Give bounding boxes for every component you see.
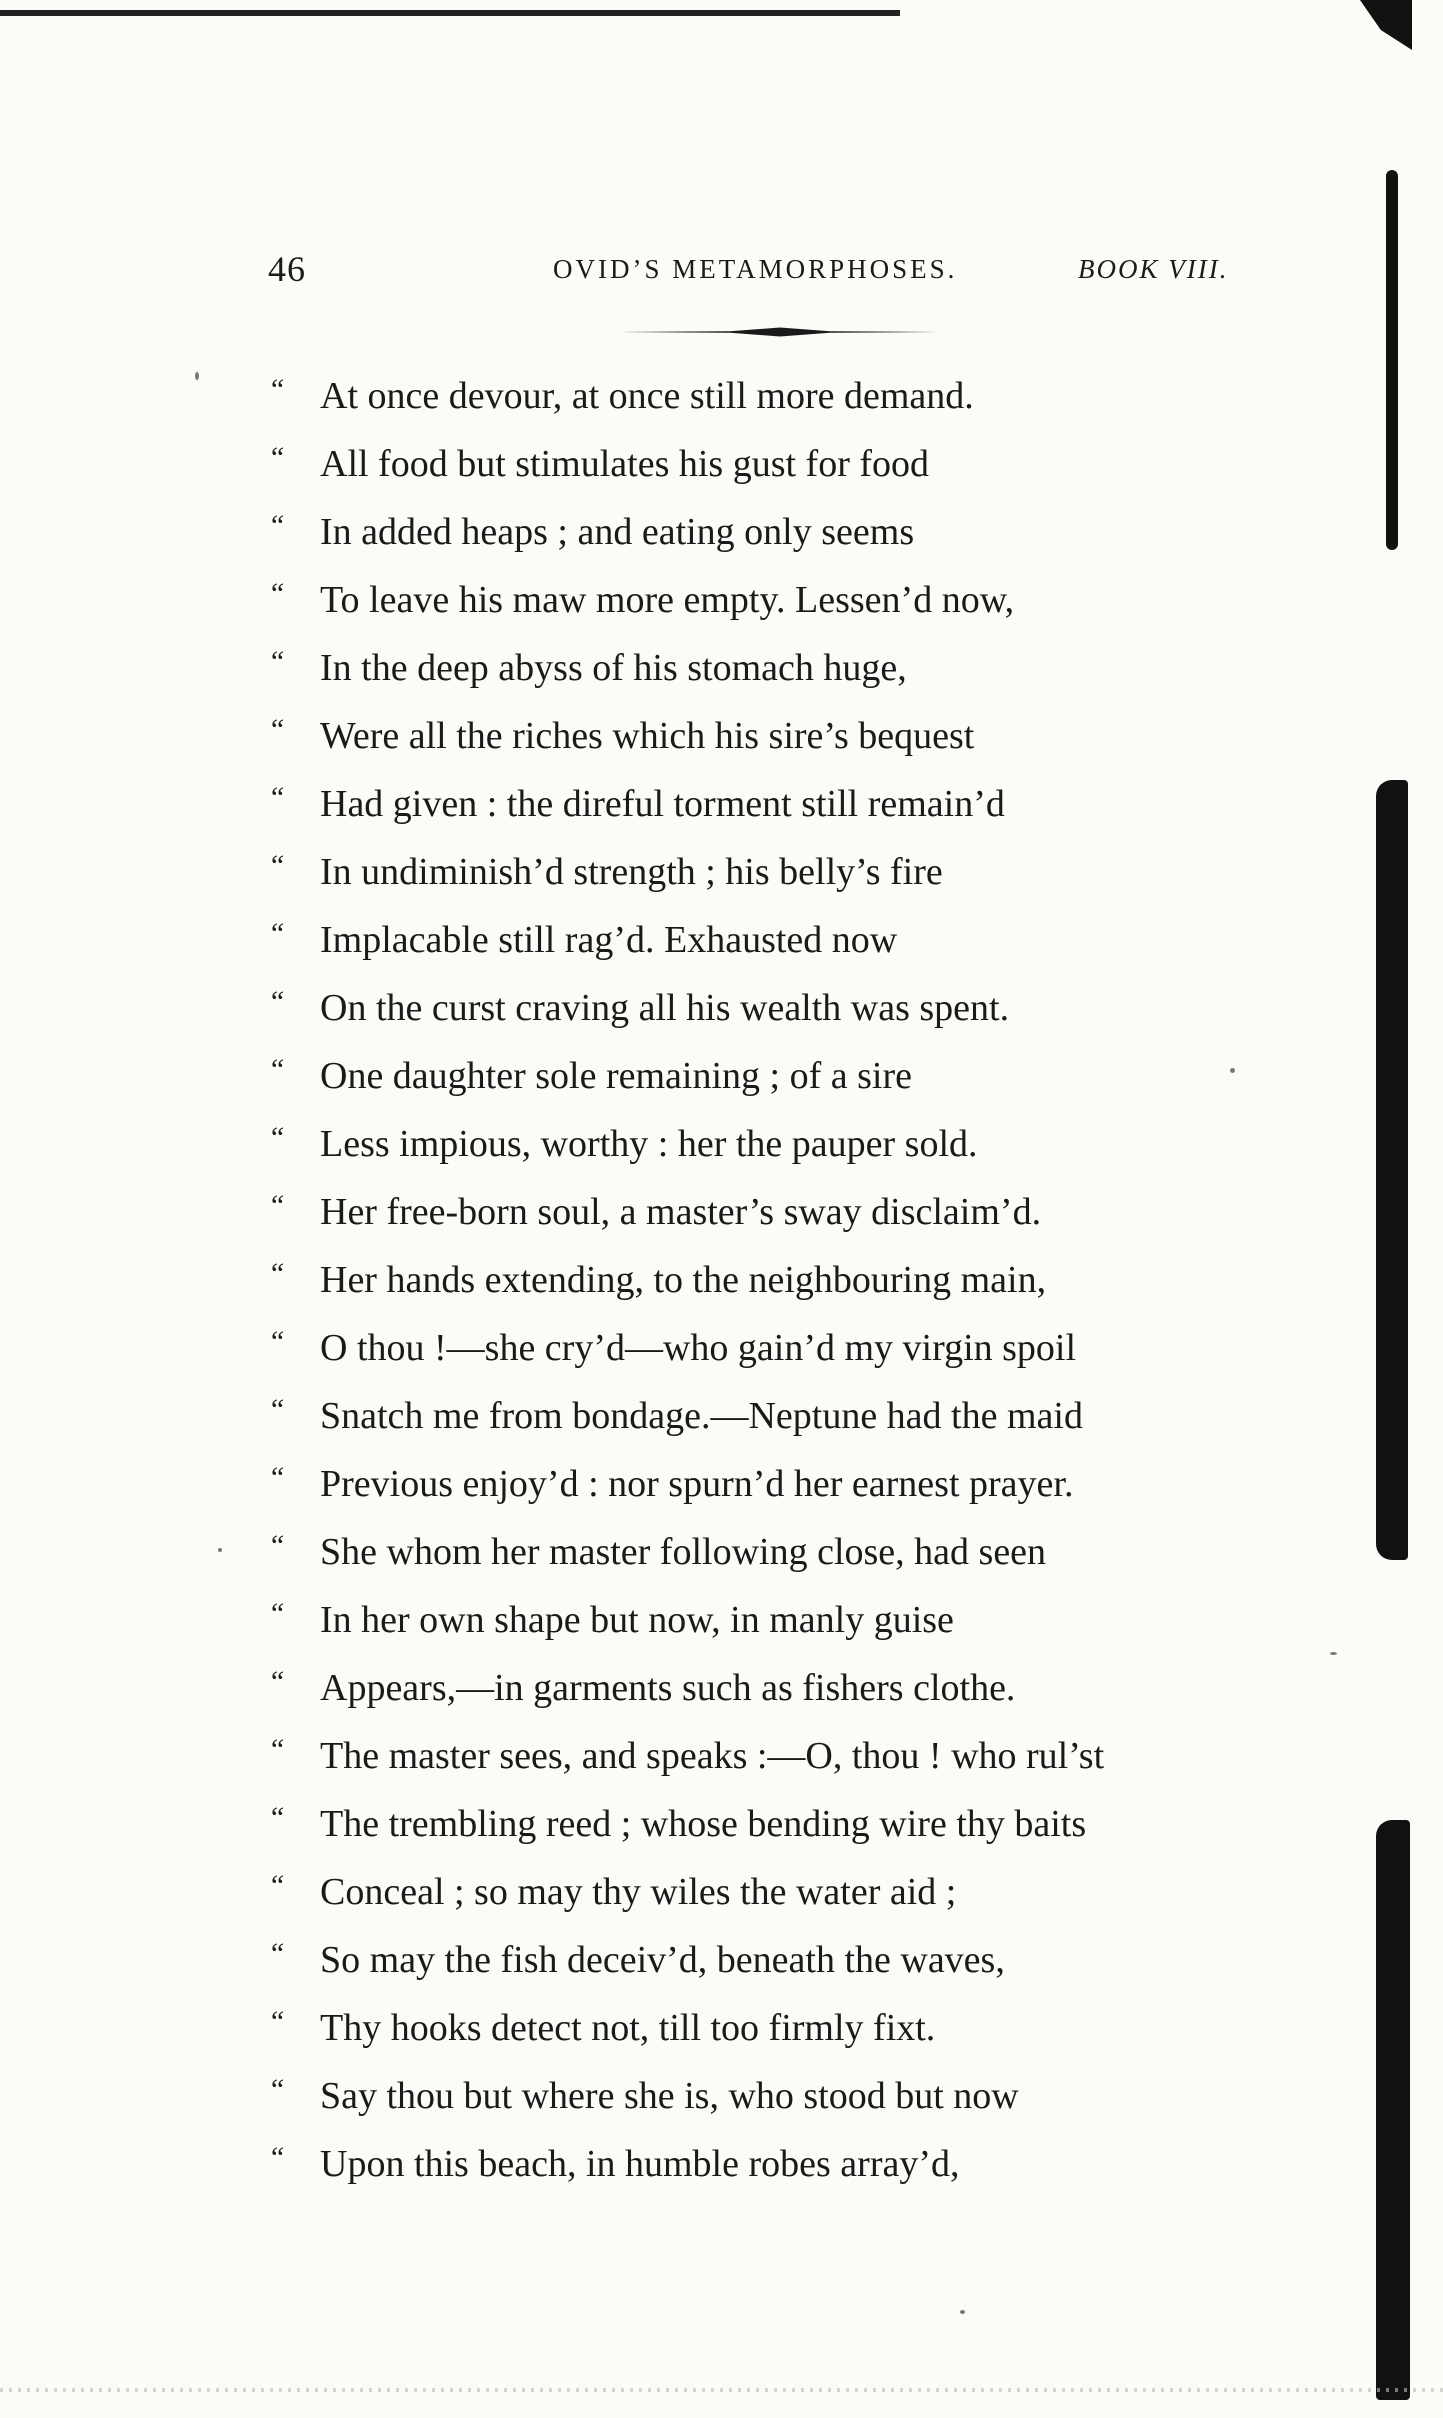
opening-quote-mark: “	[268, 1801, 285, 1834]
scan-edge-mark	[1376, 1820, 1410, 2400]
opening-quote-mark: “	[268, 373, 285, 406]
verse-line-text: Appears,—in garments such as fishers clothe.	[320, 1667, 1016, 1709]
verse-line-text: Had given : the direful torment still remain’d	[320, 783, 1005, 825]
opening-quote-mark: “	[268, 441, 285, 474]
opening-quote-mark: “	[268, 1053, 285, 1086]
verse-line-text: All food but stimulates his gust for food	[320, 443, 930, 485]
verse-line	[268, 430, 1318, 498]
scan-speck	[1330, 1652, 1337, 1655]
verse-line	[268, 2130, 1318, 2198]
verse-line-text: At once devour, at once still more demand.	[320, 375, 974, 417]
scan-edge-mark	[1376, 780, 1408, 1560]
verse-line	[268, 1790, 1318, 1858]
verse-block	[268, 362, 1318, 2198]
verse-line	[268, 1314, 1318, 1382]
verse-line-text: Snatch me from bondage.—Neptune had the maid	[320, 1395, 1083, 1437]
verse-line-text: O thou !—she cry’d—who gain’d my virgin spoil	[320, 1327, 1077, 1369]
verse-line	[268, 1450, 1318, 1518]
verse-line	[268, 1110, 1318, 1178]
verse-line	[268, 1586, 1318, 1654]
verse-line	[268, 1654, 1318, 1722]
opening-quote-mark: “	[268, 1393, 285, 1426]
verse-line-text: On the curst craving all his wealth was spent.	[320, 987, 1010, 1029]
verse-line-text: Her hands extending, to the neighbouring main,	[320, 1259, 1047, 1301]
verse-line-text: In undiminish’d strength ; his belly’s fire	[320, 851, 943, 893]
verse-line-text: The master sees, and speaks :—O, thou ! who rul’st	[320, 1735, 1105, 1777]
opening-quote-mark: “	[268, 1665, 285, 1698]
verse-line-text: The trembling reed ; whose bending wire thy baits	[320, 1803, 1087, 1845]
opening-quote-mark: “	[268, 781, 285, 814]
opening-quote-mark: “	[268, 577, 285, 610]
opening-quote-mark: “	[268, 1733, 285, 1766]
verse-line	[268, 1722, 1318, 1790]
ornamental-rule	[620, 327, 940, 337]
verse-line-text: Say thou but where she is, who stood but now	[320, 2075, 1019, 2117]
verse-line-text: Thy hooks detect not, till too firmly fixt.	[320, 2007, 936, 2049]
scan-edge-mark	[1360, 0, 1412, 50]
verse-line-text: Implacable still rag’d. Exhausted now	[320, 919, 898, 961]
verse-line	[268, 634, 1318, 702]
opening-quote-mark: “	[268, 2005, 285, 2038]
verse-line-text: Were all the riches which his sire’s bequest	[320, 715, 975, 757]
verse-line-text: In the deep abyss of his stomach huge,	[320, 647, 907, 689]
running-header	[268, 248, 1288, 298]
verse-line-text: She whom her master following close, had seen	[320, 1531, 1047, 1573]
opening-quote-mark: “	[268, 645, 285, 678]
opening-quote-mark: “	[268, 917, 285, 950]
opening-quote-mark: “	[268, 849, 285, 882]
opening-quote-mark: “	[268, 1257, 285, 1290]
page-number: 46	[268, 249, 306, 289]
opening-quote-mark: “	[268, 2073, 285, 2106]
opening-quote-mark: “	[268, 1189, 285, 1222]
scan-speck	[960, 2310, 965, 2314]
book-label: BOOK VIII.	[1078, 254, 1229, 284]
verse-line	[268, 1858, 1318, 1926]
opening-quote-mark: “	[268, 985, 285, 1018]
verse-line-text: So may the fish deceiv’d, beneath the waves,	[320, 1939, 1005, 1981]
scan-speck	[218, 1548, 222, 1552]
verse-line	[268, 906, 1318, 974]
verse-line	[268, 770, 1318, 838]
verse-line-text: Her free-born soul, a master’s sway disclaim’d.	[320, 1191, 1042, 1233]
verse-line-text: Conceal ; so may thy wiles the water aid ;	[320, 1871, 957, 1913]
verse-line	[268, 498, 1318, 566]
verse-line-text: In her own shape but now, in manly guise	[320, 1599, 954, 1641]
verse-line	[268, 702, 1318, 770]
verse-line	[268, 362, 1318, 430]
verse-line-text: In added heaps ; and eating only seems	[320, 511, 915, 553]
verse-line-text: Previous enjoy’d : nor spurn’d her earnest prayer.	[320, 1463, 1074, 1505]
opening-quote-mark: “	[268, 1121, 285, 1154]
opening-quote-mark: “	[268, 1597, 285, 1630]
verse-line	[268, 974, 1318, 1042]
scan-bottom-edge	[0, 2388, 1443, 2392]
scan-edge-mark	[1386, 170, 1398, 550]
opening-quote-mark: “	[268, 1937, 285, 1970]
verse-line-text: One daughter sole remaining ; of a sire	[320, 1055, 912, 1097]
opening-quote-mark: “	[268, 509, 285, 542]
scan-speck	[1230, 1068, 1235, 1073]
verse-line	[268, 1246, 1318, 1314]
verse-line	[268, 566, 1318, 634]
verse-line	[268, 1518, 1318, 1586]
scan-top-edge	[0, 10, 900, 16]
verse-line	[268, 1382, 1318, 1450]
scan-speck	[195, 372, 199, 380]
verse-line	[268, 2062, 1318, 2130]
verse-line	[268, 1994, 1318, 2062]
verse-line	[268, 1926, 1318, 1994]
opening-quote-mark: “	[268, 713, 285, 746]
running-title: OVID’S METAMORPHOSES.	[553, 254, 958, 284]
verse-line	[268, 1178, 1318, 1246]
verse-line-text: Less impious, worthy : her the pauper sold.	[320, 1123, 978, 1165]
verse-line	[268, 838, 1318, 906]
opening-quote-mark: “	[268, 2141, 285, 2174]
opening-quote-mark: “	[268, 1461, 285, 1494]
verse-line-text: To leave his maw more empty. Lessen’d now,	[320, 579, 1015, 621]
verse-line-text: Upon this beach, in humble robes array’d,	[320, 2143, 960, 2185]
opening-quote-mark: “	[268, 1869, 285, 1902]
opening-quote-mark: “	[268, 1529, 285, 1562]
opening-quote-mark: “	[268, 1325, 285, 1358]
verse-line	[268, 1042, 1318, 1110]
